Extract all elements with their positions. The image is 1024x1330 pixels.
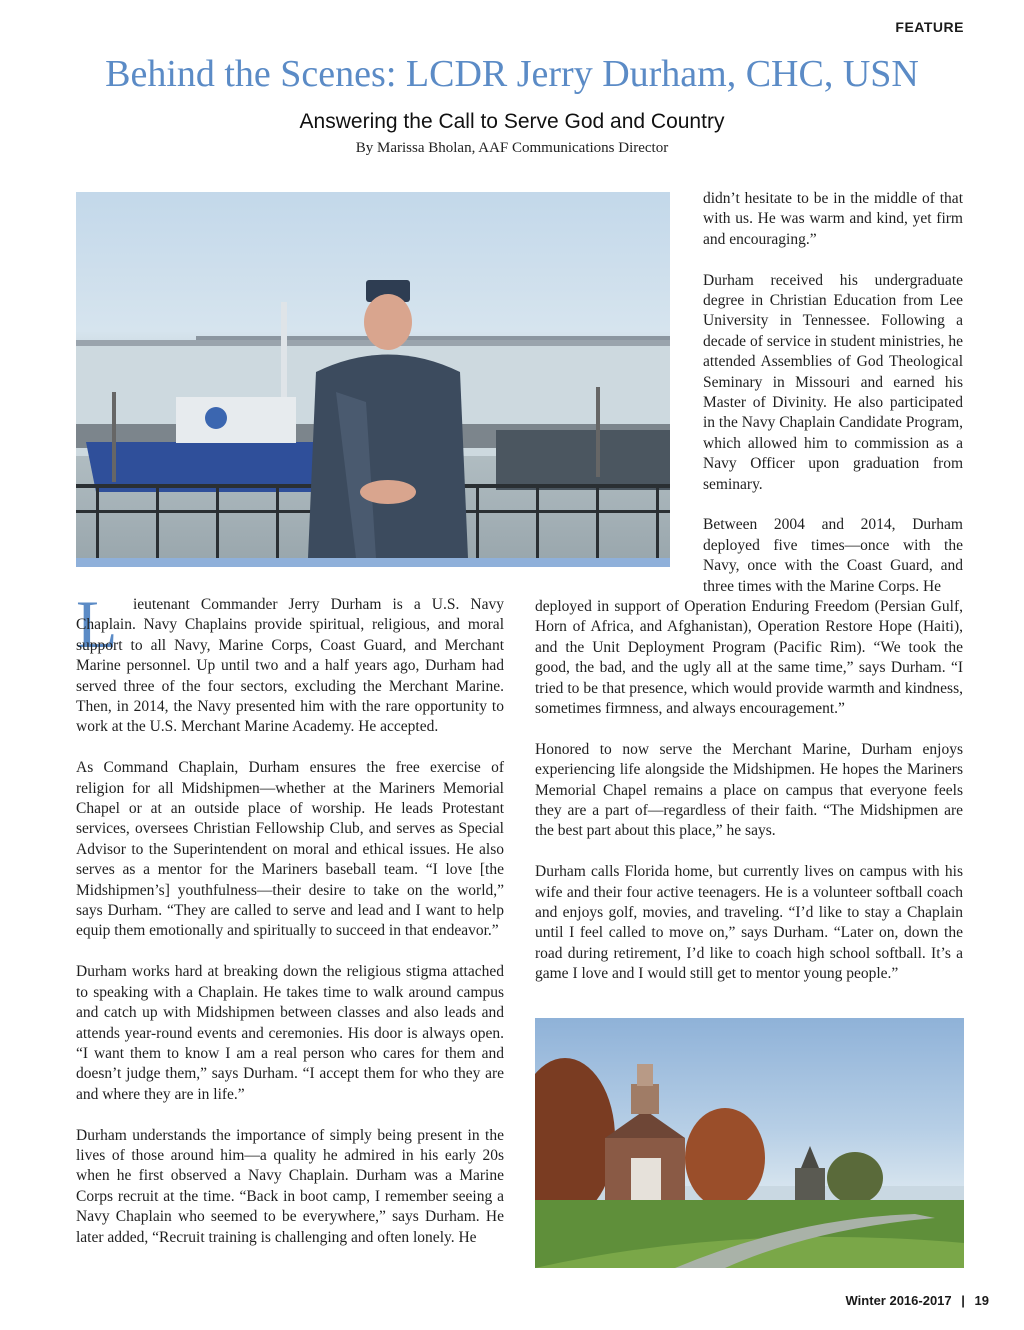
paragraph-merchant-marine: Honored to now serve the Merchant Marine, Durham enjoys experiencing life alongside the Midshipmen. He hopes the Mariners Memorial Chapel remains a place on campus that everyone feels they are a part of—regardless of their faith. “The Midshipmen are the best part about this place,” he says. xyxy=(535,740,963,840)
paragraph-deployments: deployed in support of Operation Enduring Freedom (Persian Gulf, Horn of Africa, and Afghanistan), Operation Restore Hope (Haiti), and the Unit Deployment Program (Pacific Rim). “We took the good, the bad, and the ugly all at the same time,” says Durham. “I tried to be that presence, which would provide warmth and kindness, sometimes firmness, and always encouragement.” xyxy=(535,598,963,718)
footer-separator: | xyxy=(961,1293,965,1308)
article-byline: By Marissa Bholan, AAF Communications Director xyxy=(355,140,669,156)
issue-label: Winter 2016-2017 xyxy=(845,1293,952,1308)
photo-memorial-chapel xyxy=(535,1018,964,1268)
paragraph-deployments-start: Between 2004 and 2014, Durham deployed five times—once with the Navy, once with the Coast Guard, and three times with the Marine Corps. He xyxy=(703,516,963,595)
paragraph-education: Durham received his undergraduate degree in Christian Education from Lee University in Tennessee. Following a decade of service in student ministries, he attended Assemblies of God Theological Seminary in Missouri and earned his Master of Divinity. He also participated in the Navy Chaplain Candidate Program, which allowed him to commission as a Navy Officer upon graduation from seminary. xyxy=(703,271,963,493)
paragraph-command-chaplain: As Command Chaplain, Durham ensures the free exercise of religion for all Midshipmen—whether at the Mariners Memorial Chapel or at an outside place of worship. He leads Protestant services, oversees Christian Fellowship Club, and serves as Special Advisor to the Superintendent on moral and ethical issues. He also serves as a mentor for the Mariners baseball team. “I love [the Midshipmen’s] youthfulness—their desire to take on the world,” says Durham. “They are called to serve and lead and I want to help equip them emotionally and spiritually to succeed in that endeavor.” xyxy=(76,759,504,940)
paragraph-intro: ieutenant Commander Jerry Durham is a U.S. Navy Chaplain. Navy Chaplains provide spiritual, religious, and moral support to all Navy, Marine Corps, Coast Guard, and Merchant Marine personnel. Up until two and a half years ago, Durham had served three of the four sectors, excluding the Merchant Marine. Then, in 2014, the Navy presented him with the rare opportunity to work at the U.S. Merchant Marine Academy. He accepted. xyxy=(76,596,504,736)
page-footer xyxy=(846,1293,989,1308)
right-column-bottom xyxy=(535,597,963,985)
left-column xyxy=(76,586,504,1248)
paragraph-presence: Durham understands the importance of simply being present in the lives of those around him—a quality he admired in his early 20s when he first observed a Navy Chaplain. Durham was a Marine Corps recruit at the time. “Back in boot camp, I remember seeing a Navy Chaplain who seemed to be everywhere,” says Durham. He later added, “Recruit training is challenging and often lonely. He xyxy=(76,1126,504,1246)
paragraph-stigma: Durham works hard at breaking down the religious stigma attached to speaking with a Chaplain. He takes time to walk around campus and catch up with Midshipmen between classes and also leads and attends year-round events and ceremonies. His door is always open. “I want them to know I am a real person who cares for them and doesn’t judge them,” says Durham. “I accept them for who they are and where they are in life.” xyxy=(76,963,504,1103)
paragraph-continuation: didn’t hesitate to be in the middle of that with us. He was warm and kind, yet firm and encouraging.” xyxy=(703,190,963,248)
article-title: Behind the Scenes: LCDR Jerry Durham, CHC, USN xyxy=(105,53,919,95)
drop-cap: L xyxy=(76,586,118,662)
right-column-top xyxy=(703,189,963,597)
photo-chaplain-waterfront xyxy=(76,192,670,567)
paragraph-florida: Durham calls Florida home, but currently lives on campus with his wife and their four active teenagers. He is a volunteer softball coach and enjoys golf, movies, and traveling. “I’d like to stay a Chaplain until I feel called to move on,” says Durham. “Later on, down the road during retirement, I’d like to coach high school softball. It’s a game I love and I would still get to mentor young people.” xyxy=(535,863,963,983)
article-subtitle: Answering the Call to Serve God and Country xyxy=(299,110,725,133)
section-label: FEATURE xyxy=(895,19,964,35)
page-number: 19 xyxy=(974,1293,989,1308)
